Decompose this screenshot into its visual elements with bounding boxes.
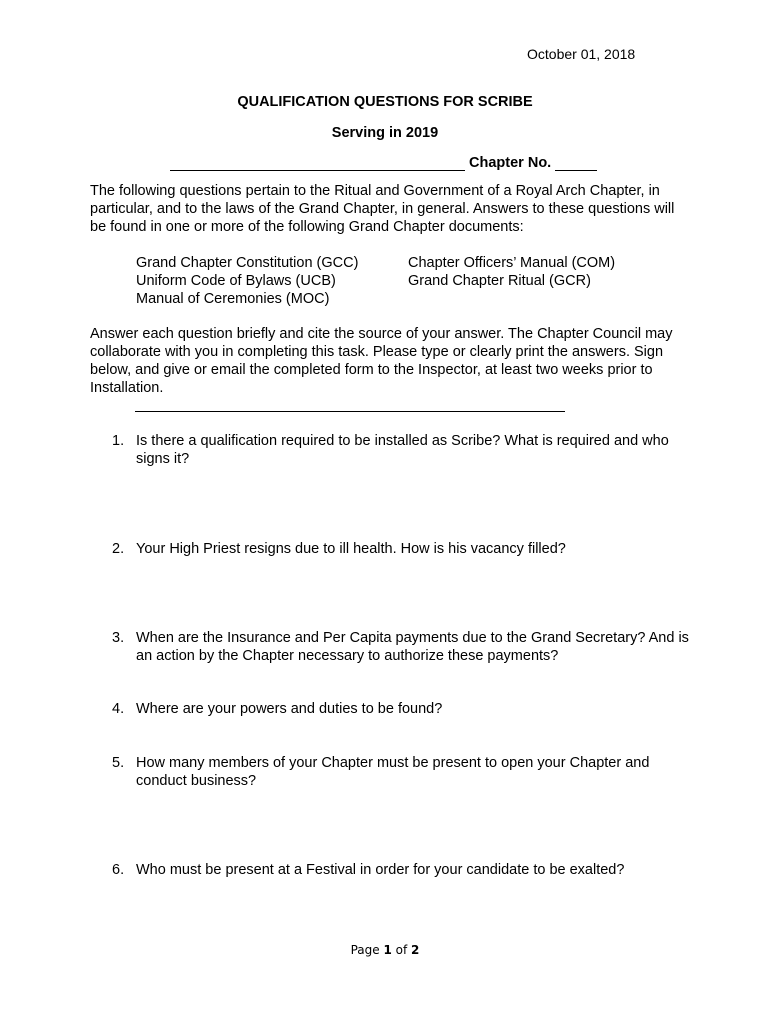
question-text: Your High Priest resigns due to ill health. How is his vacancy filled?: [136, 541, 566, 557]
chapter-number-label: Chapter No.: [465, 155, 556, 171]
document-title: QUALIFICATION QUESTIONS FOR SCRIBE: [237, 94, 533, 110]
document-item-moc: Manual of Ceremonies (MOC): [136, 291, 330, 307]
documents-right-column: [408, 254, 668, 290]
intro-paragraph: The following questions pertain to the Ritual and Government of a Royal Arch Chapter, in particular, and to the laws of the Grand Chapter, in general. Answers to these questions will be found in one or more of the following Grand Chapter documents:: [90, 183, 675, 235]
question-text: Who must be present at a Festival in order for your candidate to be exalted?: [136, 862, 625, 878]
document-subtitle: Serving in 2019: [331, 125, 439, 141]
question-text: When are the Insurance and Per Capita payments due to the Grand Secretary? And is an action by the Chapter necessary to authorize these payments?: [136, 630, 689, 664]
question-number: 2.: [112, 541, 125, 557]
instructions-paragraph: Answer each question briefly and cite the source of your answer. The Chapter Council may collaborate with you in completing this task. Please type or clearly print the answers. Sign below, and give or email the completed form to the Inspector, at least two weeks prior to Installation.: [90, 326, 673, 396]
document-item-com: Chapter Officers’ Manual (COM): [408, 255, 616, 271]
footer-total-pages: 2: [411, 943, 420, 957]
documents-left-column: [136, 254, 406, 308]
question-number: 1.: [112, 433, 125, 449]
question-number: 3.: [112, 630, 125, 646]
footer-of-word: of: [391, 943, 412, 957]
page-footer: [0, 943, 770, 957]
question-number: 5.: [112, 755, 125, 771]
question-number: 6.: [112, 862, 125, 878]
question-number: 4.: [112, 701, 125, 717]
question-text: How many members of your Chapter must be present to open your Chapter and conduct business?: [136, 755, 650, 789]
signature-line[interactable]: [135, 411, 565, 412]
document-item-gcc: Grand Chapter Constitution (GCC): [136, 255, 359, 271]
chapter-line: [170, 155, 597, 171]
question-text: Where are your powers and duties to be found?: [136, 701, 443, 717]
question-text: Is there a qualification required to be installed as Scribe? What is required and who signs it?: [136, 433, 669, 467]
document-item-gcr: Grand Chapter Ritual (GCR): [408, 273, 591, 289]
footer-current-page: 1: [383, 943, 392, 957]
document-date: October 01, 2018: [527, 46, 636, 62]
footer-page-word: Page: [350, 943, 384, 957]
document-item-ucb: Uniform Code of Bylaws (UCB): [136, 273, 336, 289]
chapter-name-blank[interactable]: [170, 156, 465, 171]
chapter-number-blank[interactable]: [555, 156, 597, 171]
